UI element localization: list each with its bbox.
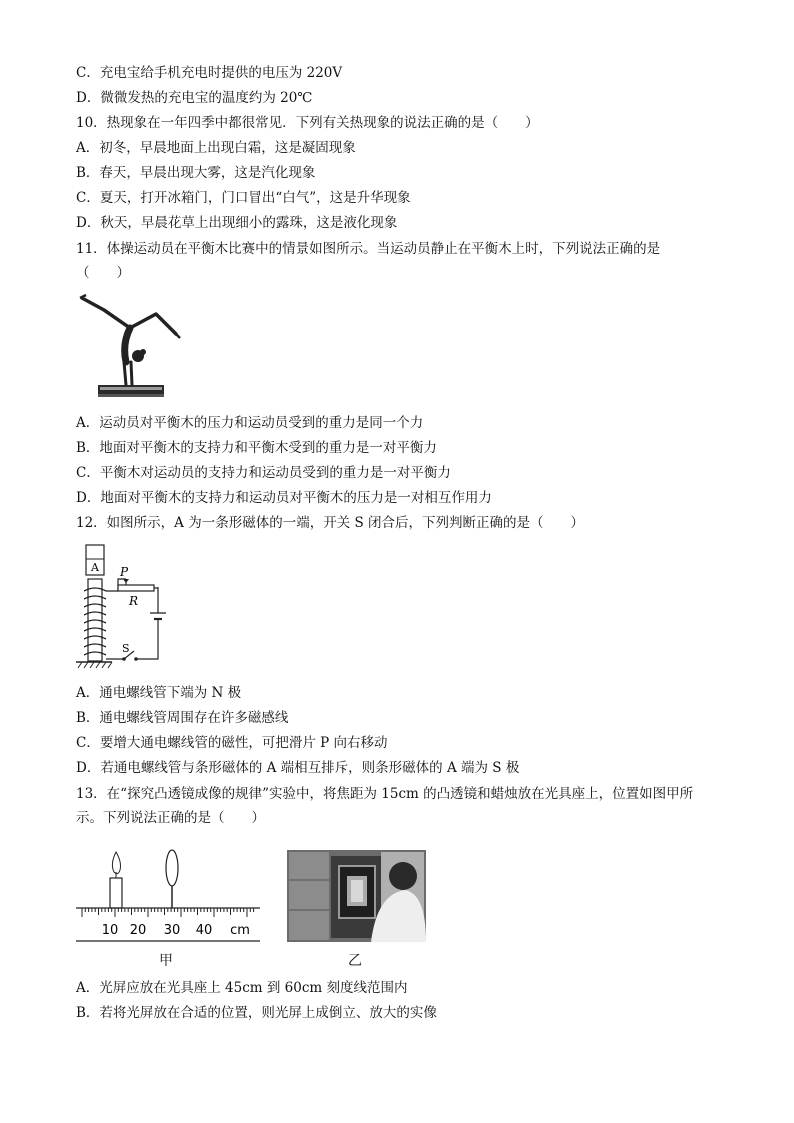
ruler-label-30: 30: [163, 923, 181, 938]
q9-option-d: D．微微发热的充电宝的温度约为 20℃: [76, 90, 313, 106]
projection-photo-figure: [287, 850, 426, 942]
q11-option-c: C．平衡木对运动员的支持力和运动员受到的重力是一对平衡力: [76, 465, 451, 481]
q13-stem-line1: 13．在“探究凸透镜成像的规律”实验中，将焦距为 15cm 的凸透镜和蜡烛放在光具座上，位置如图甲所: [76, 786, 694, 802]
candle-flame: [112, 852, 120, 874]
q10-option-d: D．秋天，早晨花草上出现细小的露珠，这是液化现象: [76, 215, 398, 231]
rheostat-label-r: R: [129, 594, 139, 608]
optical-bench-figure: [72, 846, 264, 946]
figure-caption-yi: 乙: [348, 953, 362, 969]
q11-option-b: B．地面对平衡木的支持力和平衡木受到的重力是一对平衡力: [76, 440, 437, 456]
magnet-end-label-a: A: [91, 561, 99, 574]
ruler-unit-cm: cm: [230, 923, 250, 938]
ruler-label-10: 10: [101, 923, 119, 938]
convex-lens: [166, 850, 178, 886]
gymnast: [82, 298, 176, 385]
q10-option-c: C．夏天，打开冰箱门，门口冒出“白气”，这是升华现象: [76, 190, 411, 206]
candle: [110, 878, 122, 908]
q13-option-b: B．若将光屏放在合适的位置，则光屏上成倒立、放大的实像: [76, 1005, 437, 1021]
q11-stem-line2: （ ）: [76, 265, 130, 281]
q11-option-a: A．运动员对平衡木的压力和运动员受到的重力是同一个力: [76, 415, 424, 431]
q9-option-c: C．充电宝给手机充电时提供的电压为 220V: [76, 65, 343, 81]
rheostat: [118, 585, 154, 591]
ruler-label-40: 40: [195, 923, 213, 938]
q10-stem: 10．热现象在一年四季中都很常见．下列有关热现象的说法正确的是（ ）: [76, 115, 539, 131]
gymnast-balance-beam-figure: [74, 292, 188, 404]
switch-label-s: S: [122, 642, 130, 655]
q11-option-d: D．地面对平衡木的支持力和运动员对平衡木的压力是一对相互作用力: [76, 490, 492, 506]
electromagnet-circuit-figure: [74, 543, 174, 671]
slider-label-p: P: [120, 565, 129, 579]
ruler-tick-marks: [82, 908, 254, 917]
q10-option-b: B．春天，早晨出现大雾，这是汽化现象: [76, 165, 316, 181]
q13-stem-line2: 示。下列说法正确的是（ ）: [76, 810, 265, 826]
q12-option-c: C．要增大通电螺线管的磁性，可把滑片 P 向右移动: [76, 735, 388, 751]
person-head: [389, 862, 417, 890]
q13-option-a: A．光屏应放在光具座上 45cm 到 60cm 刻度线范围内: [76, 980, 408, 996]
figure-caption-jia: 甲: [159, 953, 173, 969]
q10-option-a: A．初冬，早晨地面上出现白霜，这是凝固现象: [76, 140, 356, 156]
q12-option-b: B．通电螺线管周围存在许多磁感线: [76, 710, 289, 726]
q12-stem: 12．如图所示，A 为一条形磁体的一端，开关 S 闭合后，下列判断正确的是（ ）: [76, 515, 585, 531]
slider-arrow: [123, 579, 129, 583]
q11-stem-line1: 11．体操运动员在平衡木比赛中的情景如图所示。当运动员静止在平衡木上时，下列说法正确的是: [76, 241, 661, 257]
q12-option-d: D．若通电螺线管与条形磁体的 A 端相互排斥，则条形磁体的 A 端为 S 极: [76, 760, 520, 776]
q12-option-a: A．通电螺线管下端为 N 极: [76, 685, 242, 701]
ruler-label-20: 20: [129, 923, 147, 938]
